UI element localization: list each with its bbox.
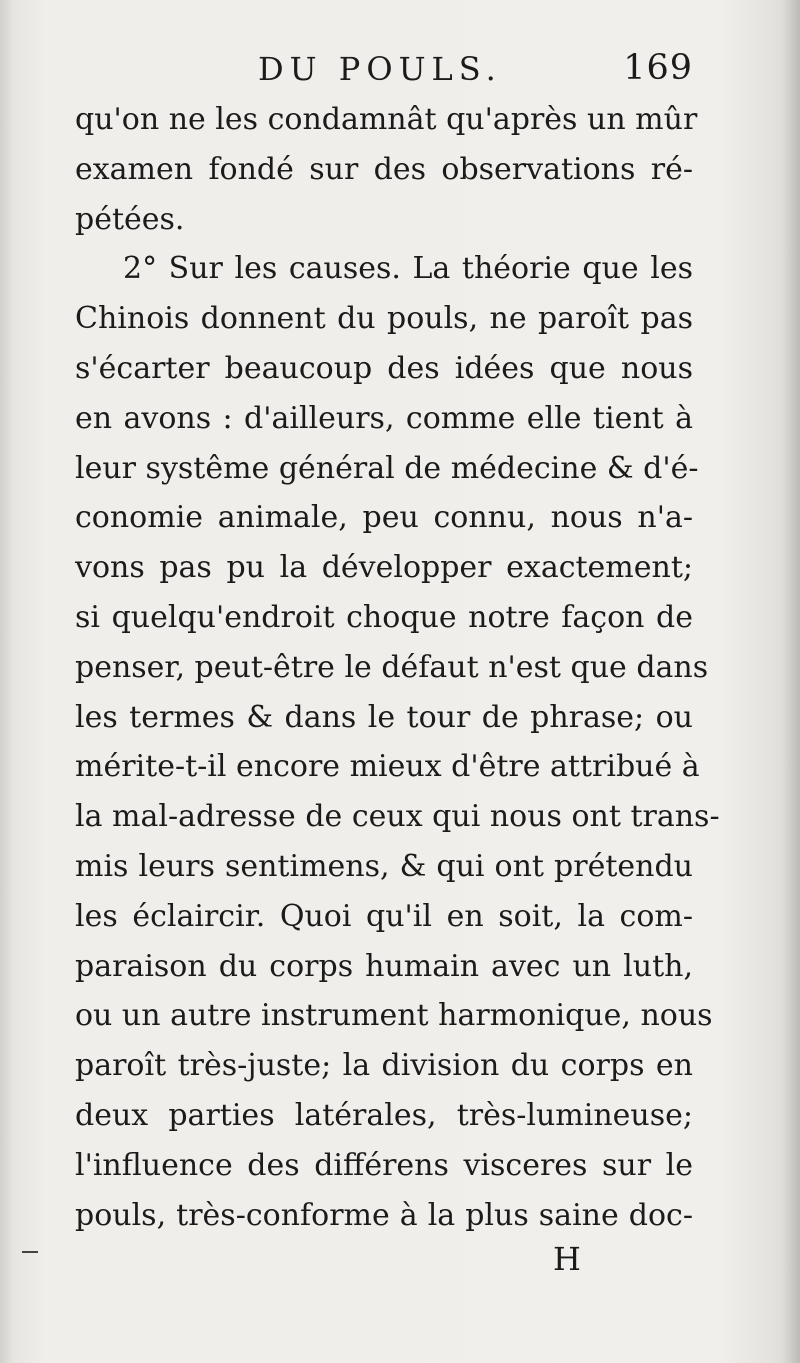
text-line: la mal-adresse de ceux qui nous ont trans- xyxy=(75,799,720,835)
text-line: conomie animale, peu connu, nous n'a- xyxy=(75,500,693,536)
signature-mark: H xyxy=(553,1240,581,1278)
page-number: 169 xyxy=(623,48,693,88)
text-line: penser, peut-être le défaut n'est que dans xyxy=(75,649,709,685)
text-line: examen fondé sur des observations ré- xyxy=(75,151,693,187)
margin-dash xyxy=(22,1251,38,1253)
page-header xyxy=(75,40,693,96)
text-line: deux parties latérales, très-lumineuse; xyxy=(75,1097,693,1133)
text-line: si quelqu'endroit choque notre façon de xyxy=(75,599,693,635)
page-edge-shadow xyxy=(782,0,800,1363)
text-line: en avons : d'ailleurs, comme elle tient à xyxy=(75,400,693,436)
running-head: DU POULS. xyxy=(258,50,502,88)
text-line: les éclaircir. Quoi qu'il en soit, la com- xyxy=(75,898,693,934)
text-line: les termes & dans le tour de phrase; ou xyxy=(75,699,693,735)
text-line: 2° Sur les causes. La théorie que les xyxy=(123,251,693,287)
text-line: leur systême général de médecine & d'é- xyxy=(75,450,699,486)
text-line: ou un autre instrument harmonique, nous xyxy=(75,998,713,1034)
text-line: paraison du corps humain avec un luth, xyxy=(75,948,693,984)
text-line: qu'on ne les condamnât qu'après un mûr xyxy=(75,102,698,137)
body-text xyxy=(75,95,720,1240)
text-line: pétées. xyxy=(75,201,185,237)
text-line: l'influence des différens visceres sur le xyxy=(75,1147,693,1183)
text-line: paroît très-juste; la division du corps en xyxy=(75,1048,693,1084)
text-line: Chinois donnent du pouls, ne paroît pas xyxy=(75,301,693,337)
text-line: pouls, très-conforme à la plus saine doc- xyxy=(75,1197,693,1233)
text-line: mérite-t-il encore mieux d'être attribué à xyxy=(75,749,700,785)
text-line: s'écarter beaucoup des idées que nous xyxy=(75,350,693,386)
text-line: vons pas pu la développer exactement; xyxy=(75,550,693,586)
text-line: mis leurs sentimens, & qui ont prétendu xyxy=(75,848,693,884)
